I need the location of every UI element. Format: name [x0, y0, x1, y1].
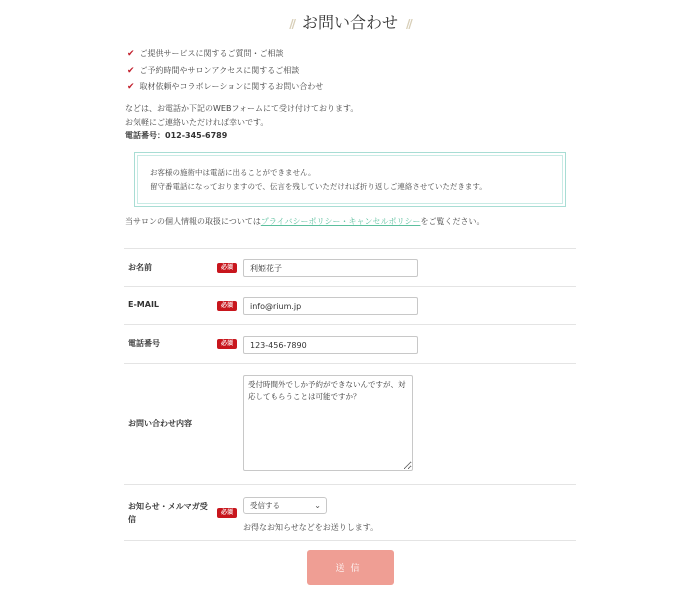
newsletter-select-value: 受信する — [250, 501, 280, 510]
required-badge: 必須 — [217, 263, 237, 273]
required-badge: 必須 — [217, 301, 237, 311]
form-divider — [124, 363, 576, 364]
page-title-text: お問い合わせ — [301, 13, 398, 32]
newsletter-label: お知らせ・メルマガ受 信 — [128, 502, 208, 524]
checkmark-icon: ✔ — [127, 49, 135, 59]
chevron-down-icon: ⌄ — [314, 501, 321, 510]
submit-button[interactable]: 送信 — [307, 550, 394, 585]
intro-text — [125, 102, 358, 143]
title-deco-right: // — [406, 17, 411, 31]
title-deco-left: // — [289, 17, 294, 31]
intro-line-2: お気軽にご連絡いただければ幸いです。 — [125, 117, 269, 127]
name-input[interactable] — [243, 259, 418, 277]
message-textarea[interactable] — [243, 375, 413, 471]
phone-input[interactable] — [243, 336, 418, 354]
message-label: お問い合わせ内容 — [128, 419, 192, 428]
newsletter-select[interactable] — [243, 497, 327, 514]
notice-line-1: お客様の施術中は電話に出ることができません。 — [150, 168, 316, 177]
newsletter-helper-text: お得なお知らせなどをお送りします。 — [243, 523, 379, 532]
page-title — [0, 10, 700, 33]
notice-box — [134, 152, 566, 207]
topics-checklist — [127, 46, 323, 96]
email-input[interactable] — [243, 297, 418, 315]
notice-line-2: 留守番電話になっておりますので、伝言を残していただければ折り返しご連絡させていただきます。 — [150, 182, 487, 191]
email-label: E-MAIL — [128, 300, 160, 309]
privacy-notice: 当サロンの個人情報の取扱についてはプライバシーポリシー・キャンセルポリシーをご覧ください。 — [125, 217, 485, 226]
form-divider — [124, 324, 576, 325]
intro-line-1: などは、お電話か下記のWEBフォームにて受け付けております。 — [125, 104, 359, 113]
phone-label: 電話番号 — [128, 339, 160, 348]
phone-number-line: 電話番号：012-345-6789 — [125, 131, 228, 140]
required-badge: 必須 — [217, 339, 237, 349]
checkmark-icon: ✔ — [127, 65, 135, 76]
form-divider — [124, 484, 576, 485]
checklist-item: ✔ ご予約時間やサロンアクセスに関するご相談 — [127, 65, 300, 76]
form-divider — [124, 540, 576, 541]
checklist-item: ✔ 取材依頼やコラボレーションに関するお問い合わせ — [127, 82, 324, 92]
privacy-policy-link[interactable]: プライバシーポリシー・キャンセルポリシー — [260, 217, 421, 226]
checkmark-icon: ✔ — [127, 82, 135, 92]
name-label: お名前 — [128, 263, 152, 272]
notice-box-inner — [137, 155, 563, 204]
form-divider — [124, 286, 576, 287]
required-badge: 必須 — [217, 508, 237, 518]
form-divider — [124, 248, 576, 249]
checklist-item: ✔ ご提供サービスに関するご質問・ご相談 — [127, 49, 284, 59]
